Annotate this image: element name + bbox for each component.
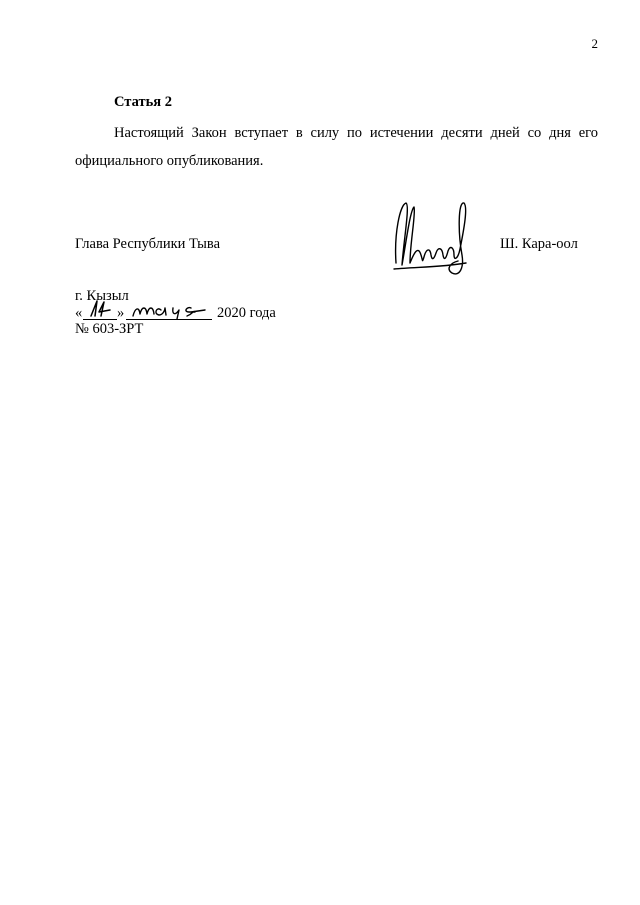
article-text: Настоящий Закон вступает в силу по истечении десяти дней со дня его официального опубликования. [75,125,598,169]
handwritten-month [129,298,211,320]
signatory-title: Глава Республики Тыва [75,236,221,252]
signatory-name: Ш. Кара-оол [500,236,578,252]
law-number: № 603-ЗРТ [75,321,144,337]
handwritten-signature [388,193,478,283]
handwritten-day [83,298,117,320]
place-of-signing: г. Кызыл [75,288,129,304]
date-quote-close: » [117,305,125,321]
article-heading: Статья 2 [114,94,172,110]
date-year: 2020 года [217,305,276,321]
date-quote-open: « [75,305,83,321]
page-number: 2 [591,36,598,51]
